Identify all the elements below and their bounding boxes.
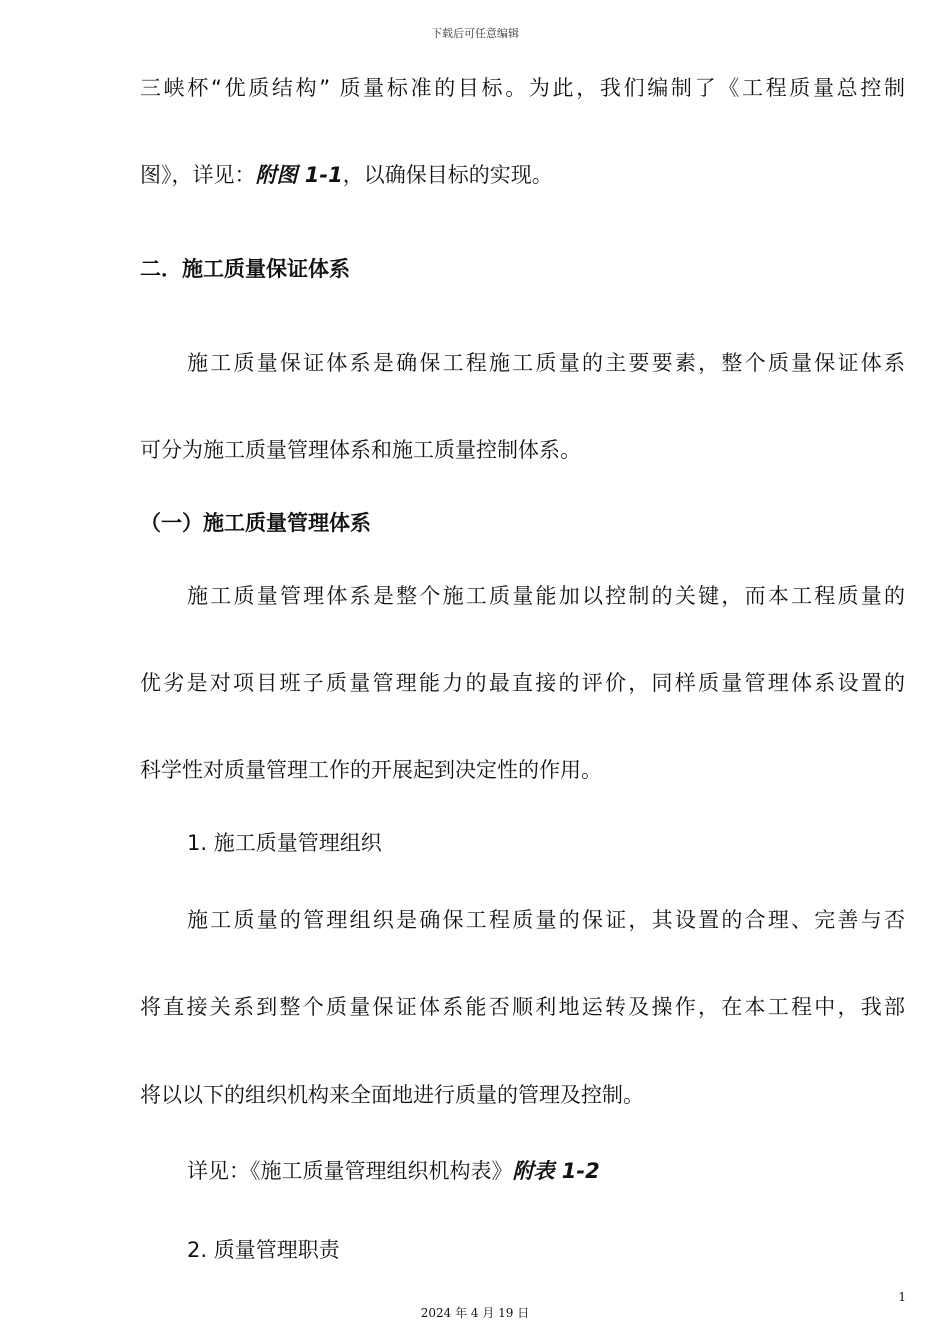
text-run: 详见：《施工质量管理组织机构表》 xyxy=(187,1159,513,1183)
paragraph-line: 将直接关系到整个质量保证体系能否顺利地运转及操作，在本工程中，我部 xyxy=(140,995,905,1019)
paragraph-line: 科学性对质量管理工作的开展起到决定性的作用。 xyxy=(140,758,602,782)
paragraph-line: 施工质量保证体系是确保工程施工质量的主要要素，整个质量保证体系 xyxy=(187,351,905,375)
figure-reference: 附图 1-1 xyxy=(255,163,343,187)
section-heading: 二．施工质量保证体系 xyxy=(140,257,350,281)
subsection-heading: （一）施工质量管理体系 xyxy=(140,511,371,535)
list-item-heading: 1. 施工质量管理组织 xyxy=(187,831,382,855)
header-note: 下载后可任意编辑 xyxy=(431,27,519,40)
text-run: 图》，详见： xyxy=(140,163,256,187)
paragraph-line xyxy=(187,1156,905,1186)
paragraph-line: 优劣是对项目班子质量管理能力的最直接的评价，同样质量管理体系设置的 xyxy=(140,671,905,695)
paragraph-line: 可分为施工质量管理体系和施工质量控制体系。 xyxy=(140,438,581,462)
paragraph-line: 施工质量管理体系是整个施工质量能加以控制的关键，而本工程质量的 xyxy=(187,584,905,608)
list-item-heading: 2. 质量管理职责 xyxy=(187,1238,340,1262)
paragraph-line: 三峡杯“优质结构” 质量标准的目标。为此，我们编制了《工程质量总控制 xyxy=(140,76,905,100)
footer-date: 2024 年 4 月 19 日 xyxy=(420,1306,530,1320)
paragraph-line xyxy=(140,160,905,190)
text-run: ，以确保目标的实现。 xyxy=(342,163,553,187)
page-number: 1 xyxy=(898,1290,906,1304)
paragraph-line: 将以以下的组织机构来全面地进行质量的管理及控制。 xyxy=(140,1083,644,1107)
paragraph-line: 施工质量的管理组织是确保工程质量的保证，其设置的合理、完善与否 xyxy=(187,908,905,932)
table-reference: 附表 1-2 xyxy=(512,1159,600,1183)
